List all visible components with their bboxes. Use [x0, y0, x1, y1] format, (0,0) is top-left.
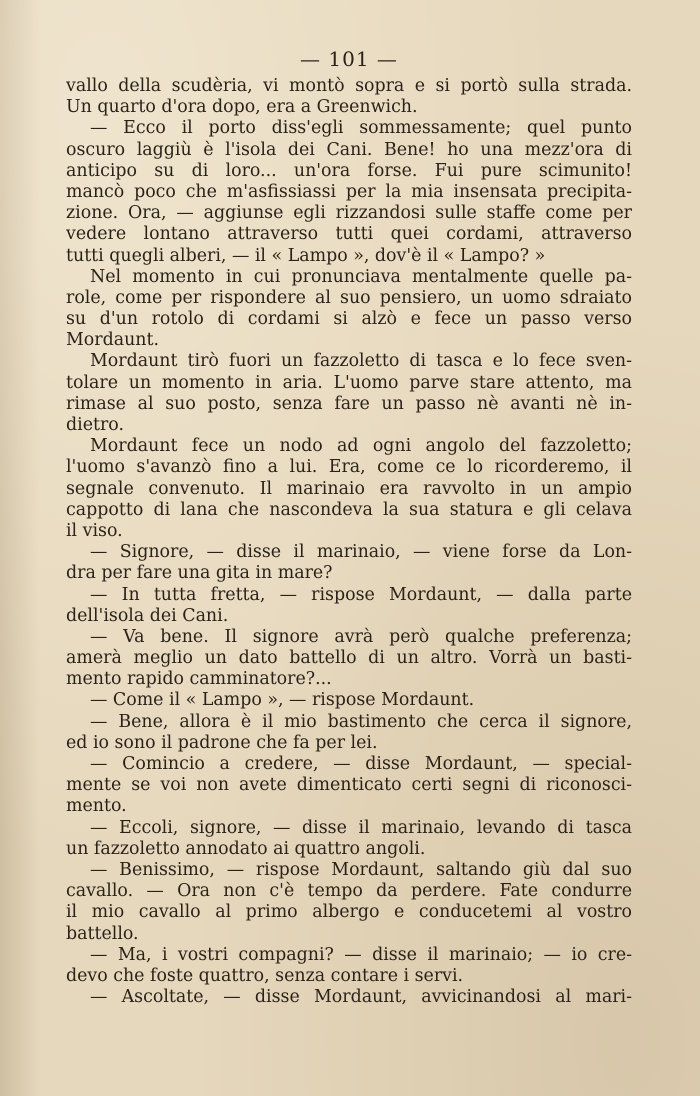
text-line: — Eccoli, signore, — disse il marinaio, levando di tasca — [90, 817, 632, 838]
text-line: vallo della scudèria, vi montò sopra e si portò sulla strada. — [66, 76, 632, 96]
text-line: oscuro laggiù è l'isola dei Cani. Bene! ho una mezz'ora di — [66, 139, 632, 160]
text-line: l'uomo s'avanzò fino a lui. Era, come ce lo ricorderemo, il — [66, 457, 632, 478]
text-line: su d'un rotolo di cordami si alzò e fece un passo verso — [66, 309, 632, 330]
text-line: — Va bene. Il signore avrà però qualche preferenza; — [90, 626, 632, 647]
text-line: devo che foste quattro, senza contare i servi. — [66, 965, 464, 986]
text-line: Nel momento in cui pronunciava mentalmente quelle pa- — [90, 266, 632, 287]
text-line: — Ascoltate, — disse Mordaunt, avvicinandosi al mari- — [90, 987, 632, 1008]
text-line: anticipo su di loro... un'ora forse. Fui pure scimunito! — [66, 160, 632, 181]
text-line: Mordaunt tirò fuori un fazzoletto di tasca e lo fece sven- — [90, 351, 632, 372]
page-text — [66, 76, 632, 1008]
text-line: — Come il « Lampo », — rispose Mordaunt. — [90, 690, 475, 711]
text-line: cappotto di lana che nascondeva la sua statura e gli celava — [66, 499, 632, 520]
text-line: battello. — [66, 923, 139, 944]
text-line: il viso. — [66, 520, 123, 541]
text-line: il mio cavallo al primo albergo e conducetemi al vostro — [66, 902, 632, 923]
text-line: mento. — [66, 796, 127, 817]
book-page — [66, 44, 632, 1008]
text-line: Mordaunt. — [66, 330, 160, 351]
text-line: dra per fare una gita in mare? — [66, 563, 333, 584]
page-number: — 101 — — [300, 47, 398, 71]
text-line: vedere lontano attraverso tutti quei cordami, attraverso — [66, 224, 632, 245]
text-line: cavallo. — Ora non c'è tempo da perdere. Fate condurre — [66, 881, 632, 902]
text-line: — Bene, allora è il mio bastimento che cerca il signore, — [90, 711, 632, 732]
text-line: — In tutta fretta, — rispose Mordaunt, — dalla parte — [90, 584, 632, 605]
text-line: — Comincio a credere, — disse Mordaunt, — special- — [90, 754, 632, 774]
text-line: rimase al suo posto, senza fare un passo nè avanti nè in- — [66, 393, 632, 414]
text-line: Un quarto d'ora dopo, era a Greenwich. — [66, 97, 418, 118]
text-line: Mordaunt fece un nodo ad ogni angolo del fazzoletto; — [90, 436, 632, 457]
text-line: mente se voi non avete dimenticato certi segni di riconosci- — [66, 775, 632, 796]
text-line: tolare un momento in aria. L'uomo parve stare attento, ma — [66, 372, 632, 393]
text-line: mancò poco che m'asfissiassi per la mia insensata precipita- — [66, 181, 632, 202]
text-line: role, come per rispondere al suo pensiero, un uomo sdraiato — [66, 287, 632, 308]
text-line: zione. Ora, — aggiunse egli rizzandosi sulle staffe come per — [66, 203, 632, 224]
text-line: — Ecco il porto diss'egli sommessamente; quel punto — [90, 118, 632, 139]
text-line: ed io sono il padrone che fa per lei. — [66, 732, 378, 753]
text-line: dell'isola dei Cani. — [66, 605, 229, 626]
text-line: amerà meglio un dato battello di un altro. Vorrà un basti- — [66, 648, 632, 669]
text-line: segnale convenuto. Il marinaio era ravvolto in un ampio — [66, 478, 632, 499]
text-line: dietro. — [66, 415, 124, 435]
text-line: — Ma, i vostri compagni? — disse il marinaio; — io cre- — [90, 944, 632, 965]
text-line: tutti quegli alberi, — il « Lampo », dov'è il « Lampo? » — [66, 245, 546, 266]
text-line: — Benissimo, — rispose Mordaunt, saltando giù dal suo — [90, 859, 632, 880]
text-line: — Signore, — disse il marinaio, — viene forse da Lon- — [90, 542, 632, 563]
text-line: un fazzoletto annodato ai quattro angoli. — [66, 838, 426, 859]
text-line: mento rapido camminatore?... — [66, 669, 332, 690]
